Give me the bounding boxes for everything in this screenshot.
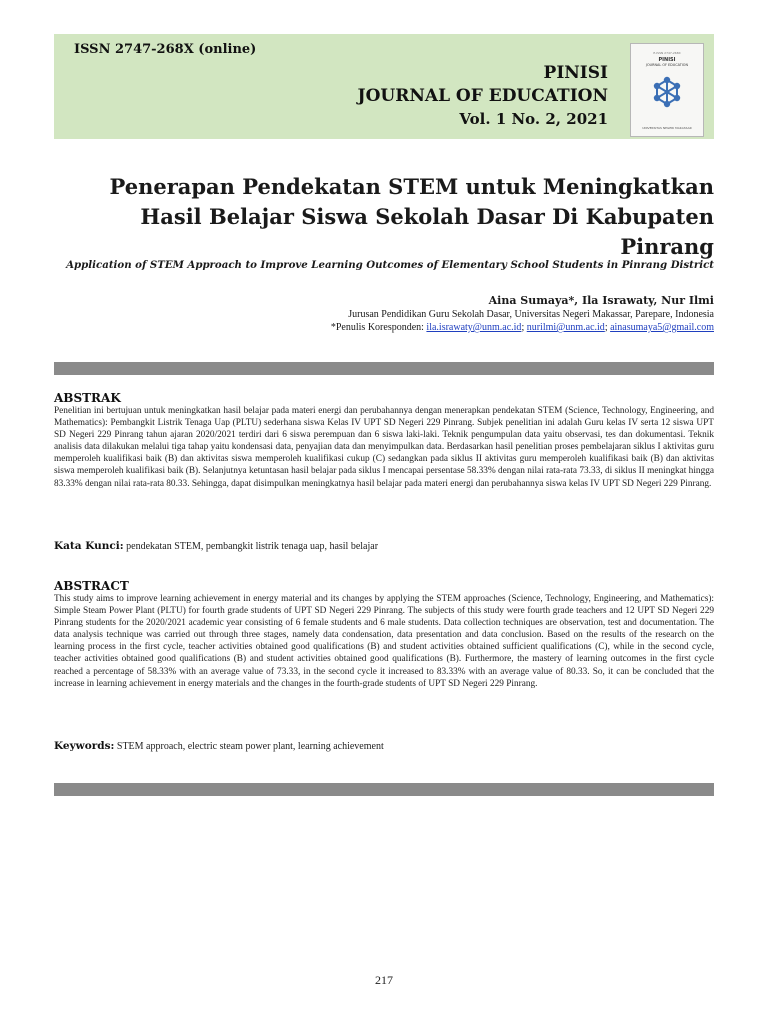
email-link-2[interactable]: nurilmi@unm.ac.id — [526, 322, 605, 333]
cover-university: UNIVERSITAS NEGERI MAKASSAR — [642, 126, 692, 130]
journal-title-block — [358, 62, 608, 130]
author-list: Aina Sumaya*, Ila Israwaty, Nur Ilmi — [488, 294, 714, 307]
keywords-label: Keywords: — [54, 740, 115, 752]
kata-kunci-text: pendekatan STEM, pembangkit listrik tenaga uap, hasil belajar — [126, 541, 379, 552]
issn-label: ISSN 2747-268X (online) — [74, 42, 257, 57]
journal-volume: Vol. 1 No. 2, 2021 — [459, 110, 608, 128]
kata-kunci-label: Kata Kunci: — [54, 540, 124, 552]
kata-kunci — [54, 540, 714, 552]
journal-name: PINISI — [543, 63, 608, 83]
corresponding-label: *Penulis Koresponden: — [330, 322, 427, 333]
journal-full-name: JOURNAL OF EDUCATION — [357, 86, 608, 106]
journal-header-band — [54, 34, 714, 139]
journal-cover-thumbnail — [630, 43, 704, 137]
cover-name: PINISI — [658, 57, 676, 63]
page-number: 217 — [375, 973, 393, 987]
section-divider-bottom — [54, 783, 714, 796]
abstrak-body: Penelitian ini bertujuan untuk meningkatkan hasil belajar pada materi energi dan perubahannya dengan menerapkan pendekatan STEM (Science, Technology, Engineering, and Mathematics): Pembangkit Listrik Tenaga Uap (PLTU) sederhana siswa Kelas IV UPT SD Negeri 229 Pinrang. Subjek penelitian ini adalah Guru kelas IV serta 12 siswa UPT SD Negeri 229 Pinrang tahun ajaran 2020/2021 terdiri dari 6 siswa perempuan dan 6 siswa laki-laki. Teknik pengumpulan data yaitu observasi, tes dan dokumentasi. Teknik analisis data dilakukan melalui tiga tahap yaitu kondensasi data, penyajian data dan menyimpulkan data. Berdasarkan hasil penelitian proses pembelajaran siklus I aktivitas guru memperoleh kualifikasi baik (B) dan aktivitas siswa memperoleh kualifikasi cukup (C) sedangkan pada siklus II aktivitas guru memperoleh kualifikasi baik (B) dan aktivitas siswa memperoleh kualifikasi baik (B). Selanjutnya ketuntasan hasil belajar pada siklus I mencapai persentase 58.33% dengan nilai rata-rata 73.33, di siklus II meningkat hingga 83.33% dengan nilai rata-rata 80.33. Sehingga, dapat disimpulkan meningkatnya hasil belajar pada materi energi dan perubahannya siswa kelas IV UPT SD Negeri 229 Pinrang. — [54, 406, 714, 489]
cover-issn: E-ISSN 2747-268X — [653, 51, 681, 55]
keywords-text: STEM approach, electric steam power plant, learning achievement — [116, 741, 384, 752]
abstract-heading: ABSTRACT — [54, 579, 129, 593]
section-divider-top — [54, 362, 714, 375]
author-affiliation: Jurusan Pendidikan Guru Sekolah Dasar, Universitas Negeri Makassar, Parepare, Indonesia — [348, 309, 714, 320]
abstract-body: This study aims to improve learning achievement in energy material and its changes by applying the STEM approaches (Science, Technology, Engineering, and Mathematics): Simple Steam Power Plant (PLTU) for fourth grade students of UPT SD Negeri 229 Pinrang. The subjects of this study were fourth grade teachers and 12 UPT SD Negeri 229 Pinrang students for the 2020/2021 academic year consisting of 6 female students and 6 male students. Data collection techniques are observation, test and documentation. The data analysis technique was carried out through three stages, namely data condensation, data presentation and data conclusion. Based on the results of the research on the learning process in the first cycle, teacher activities obtained good qualifications (B) and student activities obtained sufficient qualifications (C), while in the second cycle, teacher activities obtained good qualifications (B) and student activities obtained good qualifications (B). Furthermore, the mastery of learning outcomes in the first cycle reached a percentage of 58.33% with an average value of 73.33, in the second cycle it increased to 83.33% with an average value of 80.33. So, it can be concluded that the increase in learning achievement in energy materials and the changes in the fourth-grade students of UPT SD Negeri 229 Pinrang. — [54, 594, 714, 689]
molecule-logo-icon — [649, 74, 685, 110]
cover-full-name: JOURNAL OF EDUCATION — [646, 63, 688, 67]
email-link-3[interactable]: ainasumaya5@gmail.com — [610, 322, 714, 333]
article-english-title: Application of STEM Approach to Improve Learning Outcomes of Elementary School Students in Pinrang District — [66, 259, 714, 271]
keywords — [54, 740, 714, 752]
abstrak-heading: ABSTRAK — [54, 391, 121, 405]
email-link-1[interactable]: ila.israwaty@unm.ac.id — [426, 322, 522, 333]
article-title: Penerapan Pendekatan STEM untuk Meningkatkan Hasil Belajar Siswa Sekolah Dasar Di Kabupaten Pinrang — [109, 174, 714, 259]
corresponding-author: *Penulis Koresponden: ila.israwaty@unm.ac.id; nurilmi@unm.ac.id; ainasumaya5@gmail.com — [330, 322, 714, 333]
